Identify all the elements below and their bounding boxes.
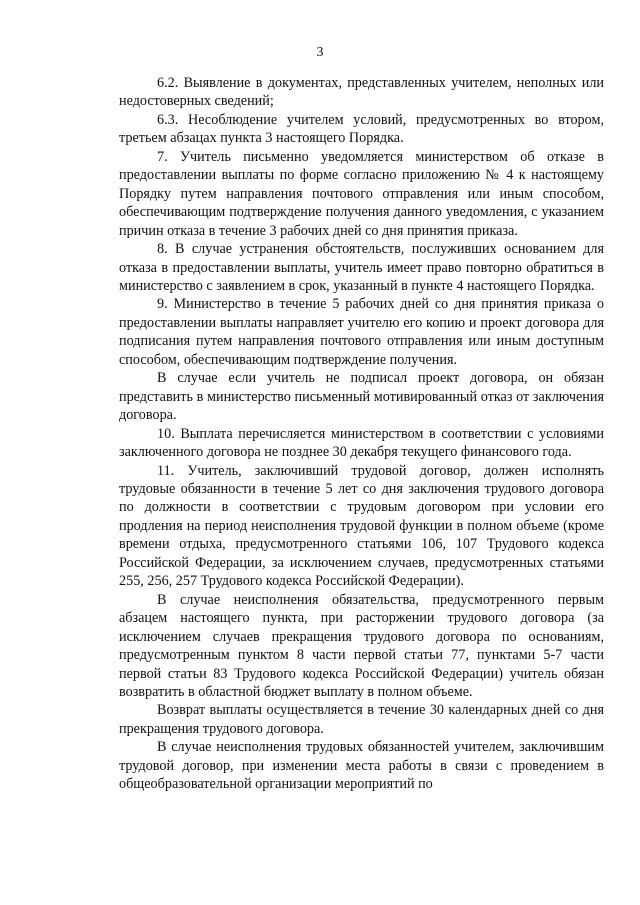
paragraph-11-workplace-change: В случае неисполнения трудовых обязанностей учителем, заключившим трудовой договор, при изменении места работы в связи с проведением в общеобразовательной организации мероприятий по bbox=[119, 739, 604, 793]
paragraph-9: 9. Министерство в течение 5 рабочих дней со дня принятия приказа о предоставлении выплаты направляет учителю его копию и проект договора для подписания путем направления почтового отправления или иным доступным способом, обеспечивающим подтверждение получения. bbox=[119, 296, 604, 368]
document-body bbox=[119, 74, 604, 794]
paragraph-11-refund-term: Возврат выплаты осуществляется в течение 30 календарных дней со дня прекращения трудового договора. bbox=[119, 702, 604, 737]
paragraph-11: 11. Учитель, заключивший трудовой договор, должен исполнять трудовые обязанности в течение 5 лет со дня заключения трудового договора по должности в соответствии с трудовым договором при условии его продления на период неисполнения трудовой функции в полном объеме (кроме времени отдыха, предусмотренного статьями 106, 107 Трудового кодекса Российской Федерации, за исключением случаев, предусмотренных статьями 255, 256, 257 Трудового кодекса Российской Федерации). bbox=[119, 462, 604, 590]
paragraph-10: 10. Выплата перечисляется министерством в соответствии с условиями заключенного договора не позднее 30 декабря текущего финансового года. bbox=[119, 425, 604, 461]
paragraph-8: 8. В случае устранения обстоятельств, послуживших основанием для отказа в предоставлении выплаты, учитель имеет право повторно обратиться в министерство с заявлением в срок, указанный в пункте 4 настоящего Порядка. bbox=[119, 241, 604, 294]
paragraph-6-2: 6.2. Выявление в документах, представленных учителем, неполных или недостоверных сведений; bbox=[119, 75, 604, 110]
paragraph-6-3: 6.3. Несоблюдение учителем условий, предусмотренных во втором, третьем абзацах пункта 3 настоящего Порядка. bbox=[119, 111, 604, 147]
paragraph-11-nonfulfillment: В случае неисполнения обязательства, предусмотренного первым абзацем настоящего пункта, при расторжении трудового договора (за исключением случаев прекращения трудового договора по основаниям, предусмотренным пунктом 8 части первой статьи 77, пунктами 5-7 части первой статьи 83 Трудового кодекса Российской Федерации) учитель обязан возвратить в областной бюджет выплату в полном объеме. bbox=[119, 591, 604, 700]
page-number: 3 bbox=[316, 45, 324, 60]
paragraph-9-refusal: В случае если учитель не подписал проект договора, он обязан представить в министерство письменный мотивированный отказ от заключения договора. bbox=[119, 370, 604, 424]
paragraph-7: 7. Учитель письменно уведомляется министерством об отказе в предоставлении выплаты по форме согласно приложению № 4 к настоящему Порядку путем направления почтового отправления или иным способом, обеспечивающим подтверждение получения данного уведомления, с указанием причин отказа в течение 3 рабочих дней со дня принятия приказа. bbox=[119, 148, 604, 239]
